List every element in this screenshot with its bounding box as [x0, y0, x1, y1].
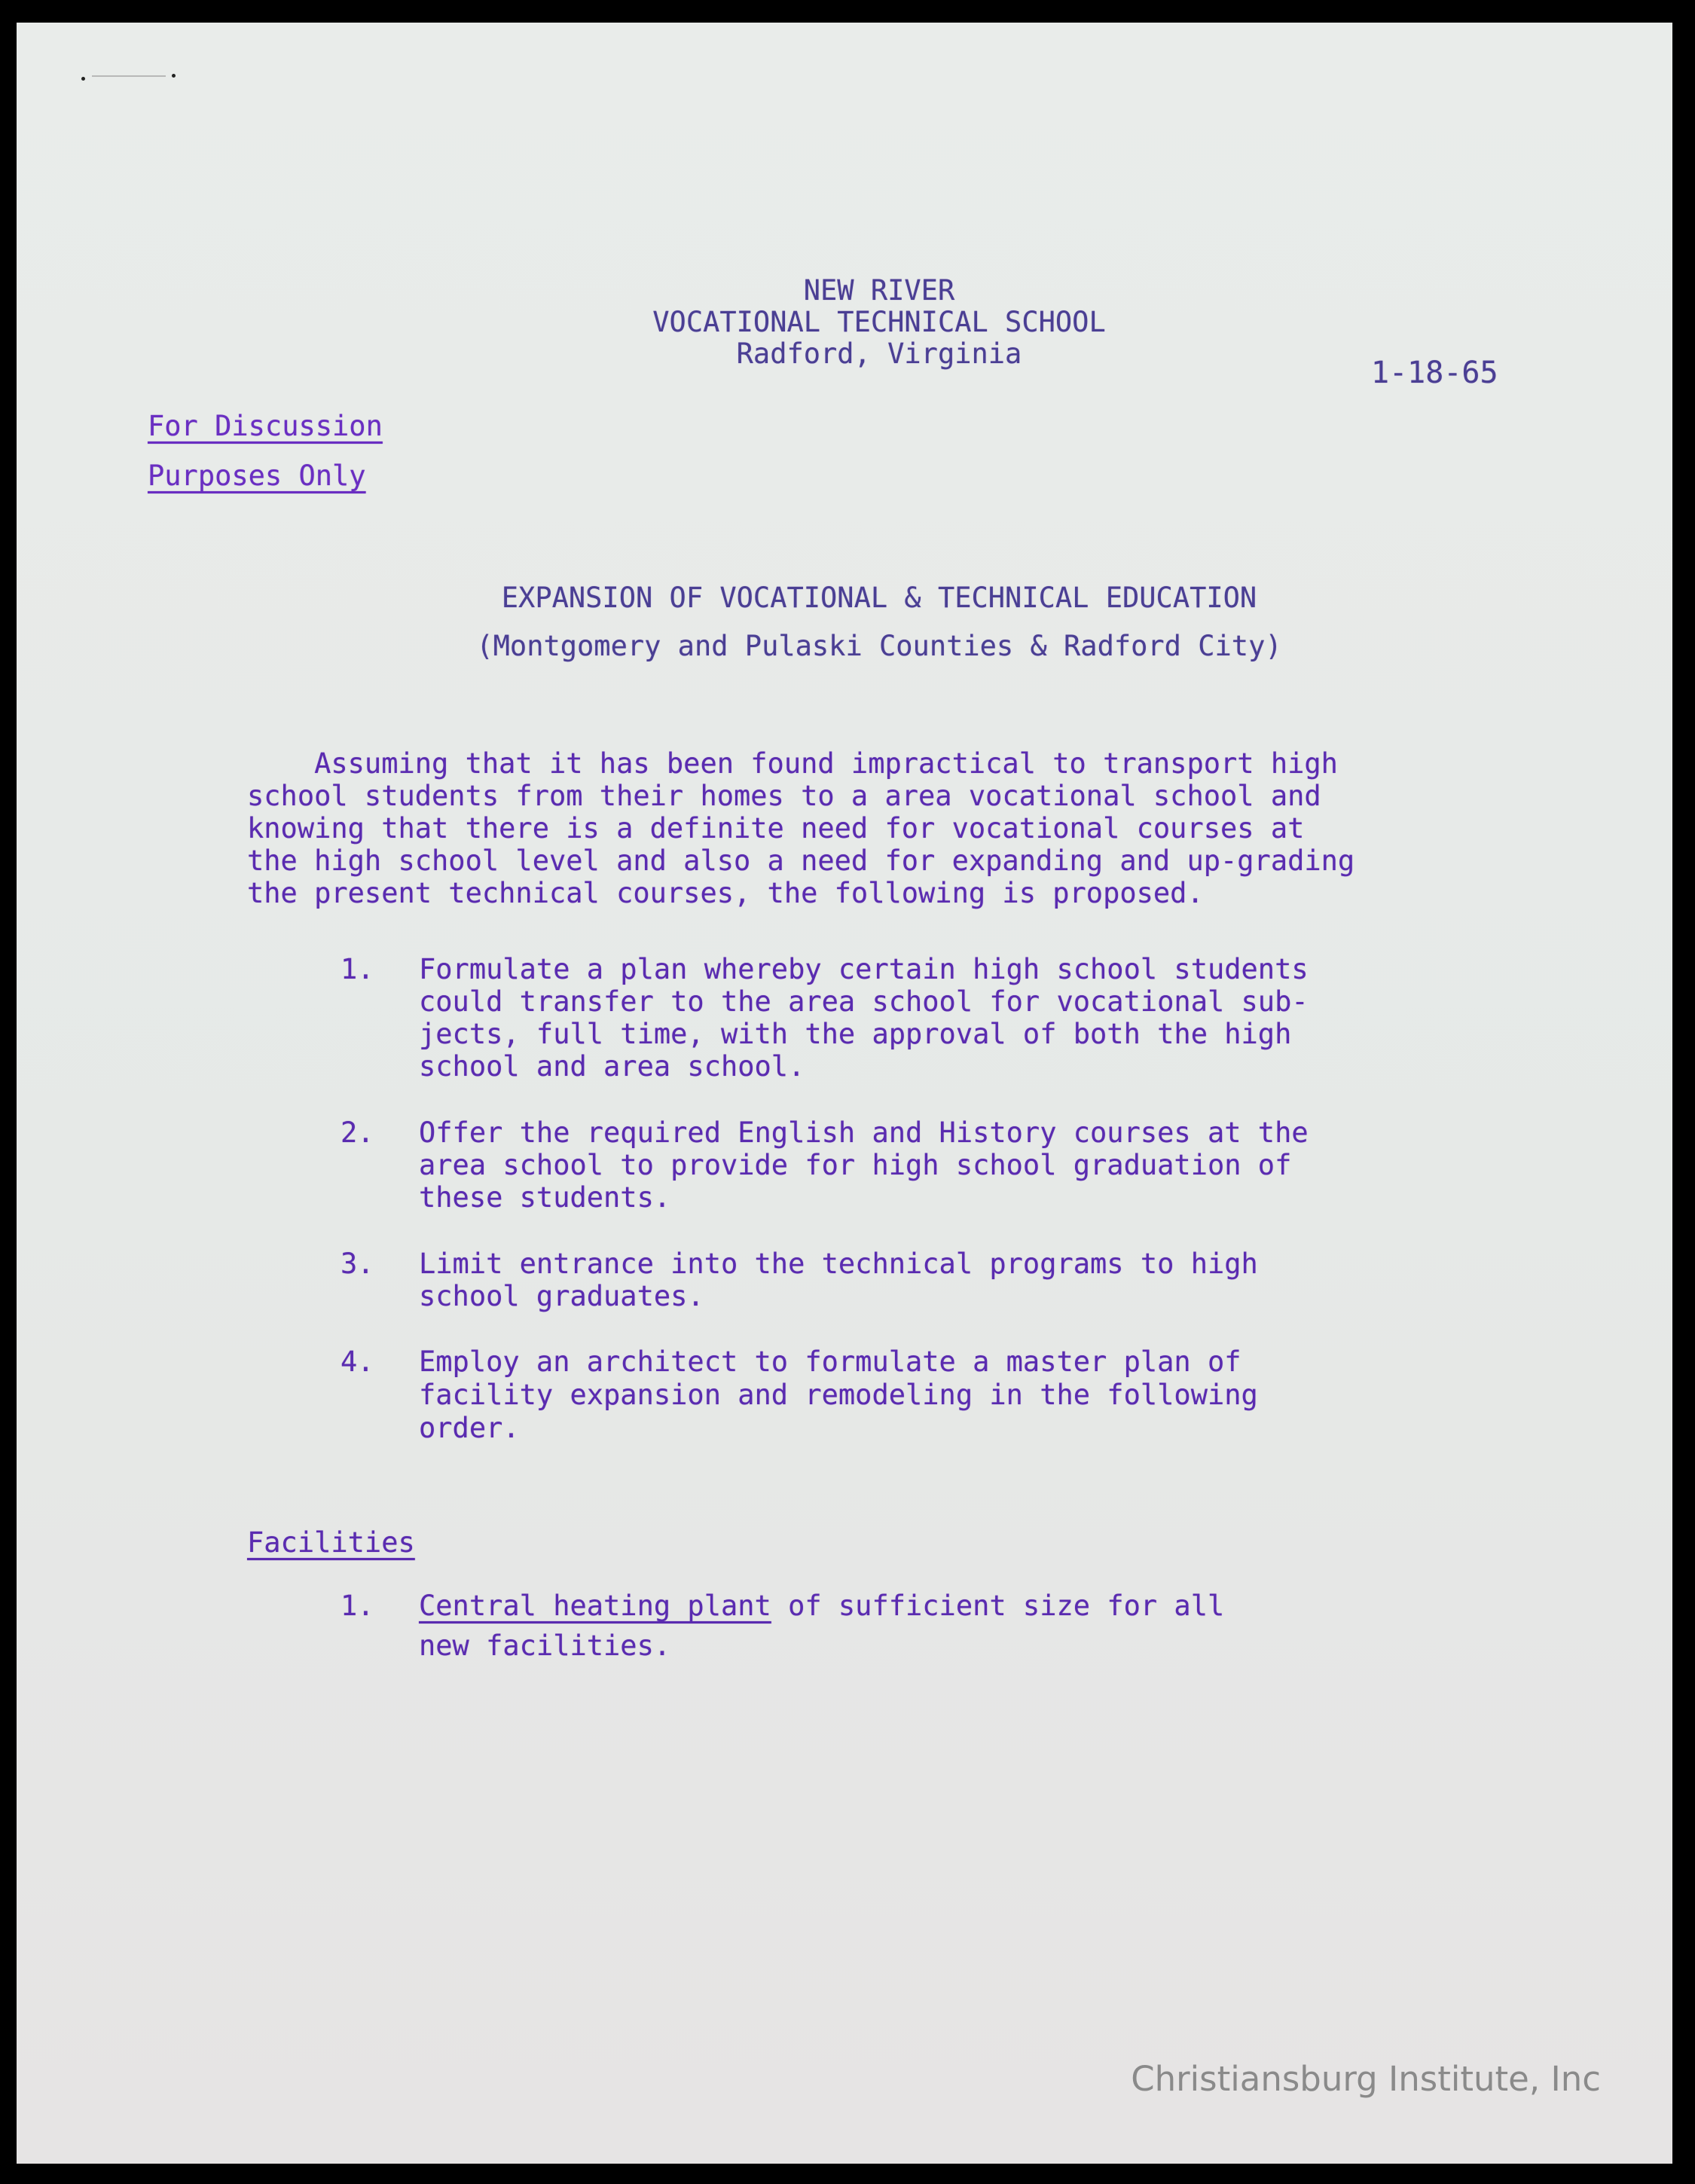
proposal-line: these students. [419, 1181, 671, 1214]
archive-watermark: Christiansburg Institute, Inc [1131, 2059, 1601, 2099]
letterhead-line-2: VOCATIONAL TECHNICAL SCHOOL [652, 306, 1106, 338]
facility-line: new facilities. [419, 1630, 671, 1662]
proposal-line: Limit entrance into the technical programs to high [419, 1248, 1258, 1280]
discussion-stamp-line-2: Purposes Only [148, 460, 366, 492]
proposal-line: order. [419, 1412, 520, 1444]
proposal-line: facility expansion and remodeling in the following [419, 1379, 1258, 1411]
intro-line: Assuming that it has been found impractical to transport high [247, 747, 1338, 780]
proposal-line: school and area school. [419, 1050, 805, 1083]
intro-line: school students from their homes to a area vocational school and [247, 780, 1321, 812]
proposal-line: Employ an architect to formulate a master plan of [419, 1346, 1241, 1378]
letterhead-line-1: NEW RIVER [803, 274, 955, 307]
paper-mark [92, 75, 166, 77]
facility-line [419, 1590, 1224, 1622]
facility-description: of sufficient size for all [771, 1590, 1225, 1622]
proposal-number: 4. [341, 1346, 374, 1378]
document-page [17, 23, 1672, 2164]
facility-title: Central heating plant [419, 1590, 771, 1622]
intro-line: the high school level and also a need for expanding and up-grading [247, 845, 1355, 877]
proposal-number: 3. [341, 1248, 374, 1280]
proposal-line: Offer the required English and History courses at the [419, 1116, 1309, 1149]
intro-line: the present technical courses, the following is proposed. [247, 877, 1204, 909]
intro-line: knowing that there is a definite need for vocational courses at [247, 812, 1305, 845]
document-title: EXPANSION OF VOCATIONAL & TECHNICAL EDUCATION [501, 582, 1257, 614]
proposal-line: Formulate a plan whereby certain high school students [419, 953, 1309, 985]
letterhead-line-3: Radford, Virginia [736, 338, 1022, 370]
paper-speck [81, 77, 85, 81]
facility-number: 1. [341, 1590, 374, 1622]
proposal-number: 2. [341, 1116, 374, 1149]
document-date: 1-18-65 [1371, 356, 1498, 390]
proposal-line: area school to provide for high school graduation of [419, 1149, 1292, 1181]
facilities-heading: Facilities [247, 1526, 415, 1559]
proposal-line: could transfer to the area school for vocational sub- [419, 985, 1309, 1018]
proposal-line: jects, full time, with the approval of both the high [419, 1018, 1292, 1050]
proposal-number: 1. [341, 953, 374, 985]
discussion-stamp-line-1: For Discussion [148, 410, 383, 442]
proposal-line: school graduates. [419, 1280, 704, 1312]
paper-speck [172, 74, 176, 78]
document-subtitle: (Montgomery and Pulaski Counties & Radford City) [476, 630, 1282, 662]
